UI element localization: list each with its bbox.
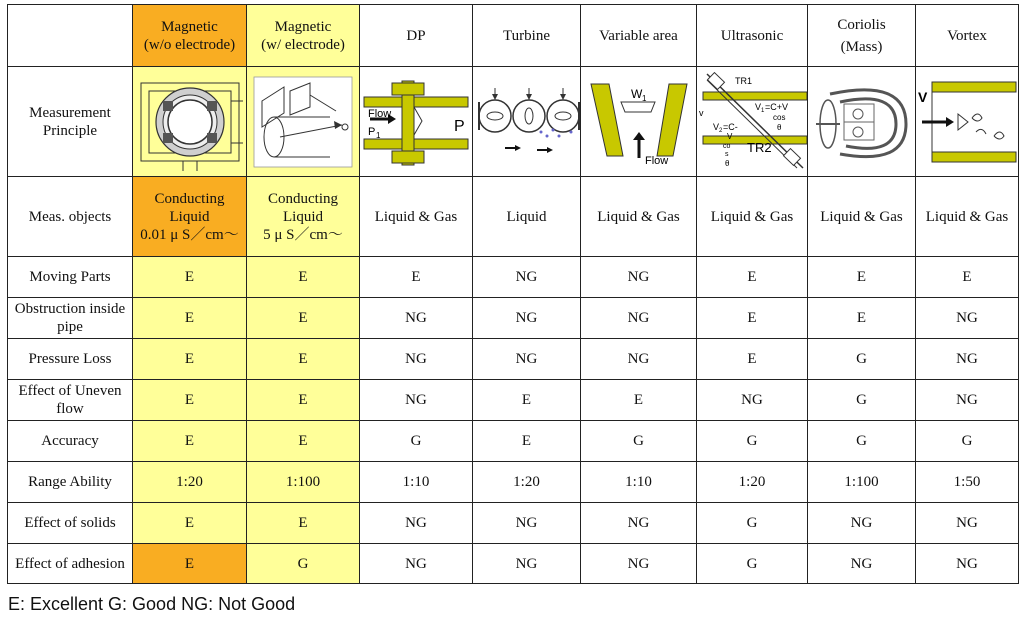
rating-cell: E — [581, 380, 697, 421]
column-header-ultrasonic — [697, 5, 808, 67]
theta1-label: θ — [777, 122, 782, 132]
column-header-line2: (w/o electrode) — [143, 36, 236, 53]
rating-cell: E — [697, 339, 808, 380]
rating-cell: E — [133, 380, 247, 421]
row-label: Effect of Uneven flow — [8, 380, 133, 421]
objects-line: Liquid — [169, 208, 210, 225]
rating-cell: E — [133, 503, 247, 544]
cos1-label: cos — [773, 112, 786, 122]
rating-cell: 1:20 — [133, 462, 247, 503]
row-label-objects: Meas. objects — [8, 177, 133, 257]
table-row — [8, 257, 1019, 298]
rating-cell: E — [133, 257, 247, 298]
rating-cell: E — [473, 421, 581, 462]
column-header-coriolis — [808, 5, 916, 67]
vortex-bluff-diagram — [918, 78, 1018, 166]
v2-label: V — [713, 121, 720, 132]
column-header-line1: Magnetic — [274, 18, 332, 35]
rating-cell: NG — [360, 339, 473, 380]
rating-cell: 1:20 — [473, 462, 581, 503]
row-label: Pressure Loss — [8, 339, 133, 380]
rating-cell: E — [247, 298, 360, 339]
rating-cell: E — [247, 380, 360, 421]
table-row — [8, 462, 1019, 503]
float-subscript: 1 — [641, 93, 646, 103]
rating-cell: E — [133, 544, 247, 584]
rating-cell: NG — [697, 380, 808, 421]
principle-diagram-magnetic-wo — [133, 67, 247, 177]
column-header-line2: (w/ electrode) — [261, 36, 345, 53]
v1-label: V — [755, 101, 762, 112]
rating-cell: E — [247, 421, 360, 462]
rating-cell: E — [360, 257, 473, 298]
objects-cell — [247, 177, 360, 257]
objects-cell: Liquid & Gas — [808, 177, 916, 257]
rating-cell: 1:20 — [697, 462, 808, 503]
rating-cell: NG — [473, 503, 581, 544]
float-label: W — [630, 86, 642, 101]
objects-cell — [133, 177, 247, 257]
principle-diagram-vortex — [916, 67, 1019, 177]
objects-line: Liquid — [283, 208, 323, 225]
objects-line: Conducting — [268, 190, 338, 207]
rating-cell: NG — [581, 503, 697, 544]
magnetic-coil-diagram — [135, 71, 245, 173]
row-label-principle: Measurement Principle — [8, 67, 133, 177]
rating-cell: NG — [360, 544, 473, 584]
row-label: Obstruction inside pipe — [8, 298, 133, 339]
flow-label: Flow — [368, 107, 392, 120]
rating-cell: NG — [360, 503, 473, 544]
p1-subscript: 1 — [376, 130, 381, 140]
objects-cell: Liquid — [473, 177, 581, 257]
table-row — [8, 339, 1019, 380]
row-label: Accuracy — [8, 421, 133, 462]
rating-cell: E — [697, 298, 808, 339]
rating-cell: NG — [808, 544, 916, 584]
rating-cell: E — [133, 421, 247, 462]
objects-line: 5 μ S／cm〜 — [263, 226, 343, 243]
rating-cell: NG — [581, 339, 697, 380]
principle-diagram-ultrasonic — [697, 67, 808, 177]
header-row — [8, 5, 1019, 67]
velocity-label: V — [918, 88, 928, 105]
rating-cell: NG — [916, 298, 1019, 339]
column-header-vortex — [916, 5, 1019, 67]
rating-cell: NG — [581, 298, 697, 339]
rating-cell: G — [916, 421, 1019, 462]
rating-cell: NG — [916, 380, 1019, 421]
objects-line: 0.01 μ S／cm〜 — [140, 226, 239, 243]
column-header-magnetic-w — [247, 5, 360, 67]
column-header-magnetic-wo — [133, 5, 247, 67]
rating-cell: G — [247, 544, 360, 584]
rating-cell: NG — [473, 257, 581, 298]
transducer-diagram — [699, 70, 808, 174]
v1-subscript: 1 — [761, 107, 765, 114]
rating-cell: E — [916, 257, 1019, 298]
v2-velocity: V — [727, 131, 733, 141]
row-label: Effect of solids — [8, 503, 133, 544]
turbine-gears-diagram — [475, 82, 581, 162]
rating-cell: E — [133, 298, 247, 339]
rating-cell: E — [808, 257, 916, 298]
rating-cell: G — [697, 421, 808, 462]
p1-label: P — [368, 125, 376, 138]
comparison-table — [7, 4, 1019, 584]
rating-cell: G — [581, 421, 697, 462]
rating-cell: E — [133, 339, 247, 380]
column-header-line1: Variable area — [599, 27, 678, 44]
table-row — [8, 380, 1019, 421]
column-header-line2: (Mass) — [840, 38, 883, 55]
table-row — [8, 298, 1019, 339]
velocity-label: v — [699, 107, 704, 118]
rating-cell: E — [697, 257, 808, 298]
column-header-line1: Ultrasonic — [720, 27, 784, 44]
flow-label: Flow — [644, 154, 668, 167]
rating-cell: NG — [360, 298, 473, 339]
coriolis-tube-diagram — [810, 74, 916, 170]
rating-cell: 1:100 — [808, 462, 916, 503]
corner-cell — [8, 5, 133, 67]
rating-cell: G — [697, 503, 808, 544]
rating-cell: E — [473, 380, 581, 421]
rating-cell: G — [360, 421, 473, 462]
table-row — [8, 503, 1019, 544]
objects-cell: Liquid & Gas — [916, 177, 1019, 257]
objects-cell: Liquid & Gas — [697, 177, 808, 257]
cos2-label-a: co — [723, 142, 731, 150]
principle-row — [8, 67, 1019, 177]
rating-cell: NG — [581, 257, 697, 298]
rating-cell: NG — [473, 339, 581, 380]
rating-cell: NG — [916, 544, 1019, 584]
row-label: Range Ability — [8, 462, 133, 503]
rating-cell: G — [808, 380, 916, 421]
principle-diagram-dp — [360, 67, 473, 177]
table-row — [8, 544, 1019, 584]
v2-equation: =C- — [723, 121, 738, 132]
rating-cell: E — [247, 339, 360, 380]
principle-diagram-coriolis — [808, 67, 916, 177]
objects-cell: Liquid & Gas — [581, 177, 697, 257]
principle-diagram-variable-area — [581, 67, 697, 177]
rating-cell: E — [247, 257, 360, 298]
column-header-line1: Turbine — [503, 27, 550, 44]
principle-diagram-turbine — [473, 67, 581, 177]
rating-legend: E: Excellent G: Good NG: Not Good — [8, 594, 296, 614]
rating-cell: NG — [808, 503, 916, 544]
v2-subscript: 2 — [719, 127, 723, 134]
table-row — [8, 421, 1019, 462]
objects-row — [8, 177, 1019, 257]
cos2-label-b: s — [725, 150, 729, 158]
rating-cell: NG — [916, 339, 1019, 380]
row-label: Effect of adhesion — [8, 544, 133, 584]
column-header-line1: Magnetic — [161, 18, 218, 35]
principle-diagram-magnetic-w — [247, 67, 360, 177]
rating-cell: G — [697, 544, 808, 584]
rating-cell: NG — [916, 503, 1019, 544]
column-header-line1: Coriolis — [837, 16, 886, 33]
column-header-line1: DP — [406, 27, 426, 44]
rating-cell: 1:10 — [360, 462, 473, 503]
objects-cell: Liquid & Gas — [360, 177, 473, 257]
tr1-label: TR1 — [735, 75, 753, 86]
rating-cell: NG — [473, 298, 581, 339]
rating-cell: NG — [473, 544, 581, 584]
rating-cell: 1:100 — [247, 462, 360, 503]
rating-cell: 1:50 — [916, 462, 1019, 503]
electrode-pipe-diagram — [250, 71, 356, 173]
rating-cell: G — [808, 339, 916, 380]
column-header-variable-area — [581, 5, 697, 67]
row-label: Moving Parts — [8, 257, 133, 298]
rating-cell: NG — [360, 380, 473, 421]
rating-cell: 1:10 — [581, 462, 697, 503]
column-header-line1: Vortex — [947, 27, 987, 44]
rating-cell: E — [247, 503, 360, 544]
v1-equation: =C+V — [765, 101, 789, 112]
rating-cell: NG — [581, 544, 697, 584]
rating-cell: G — [808, 421, 916, 462]
column-header-dp — [360, 5, 473, 67]
tapered-tube-diagram — [587, 76, 691, 168]
column-header-turbine — [473, 5, 581, 67]
rating-cell: E — [808, 298, 916, 339]
theta2-label: θ — [725, 158, 730, 168]
p2-label: P — [454, 117, 465, 135]
objects-line: Conducting — [154, 190, 225, 207]
tr2-label: TR2 — [747, 139, 772, 155]
orifice-diagram — [362, 77, 470, 167]
